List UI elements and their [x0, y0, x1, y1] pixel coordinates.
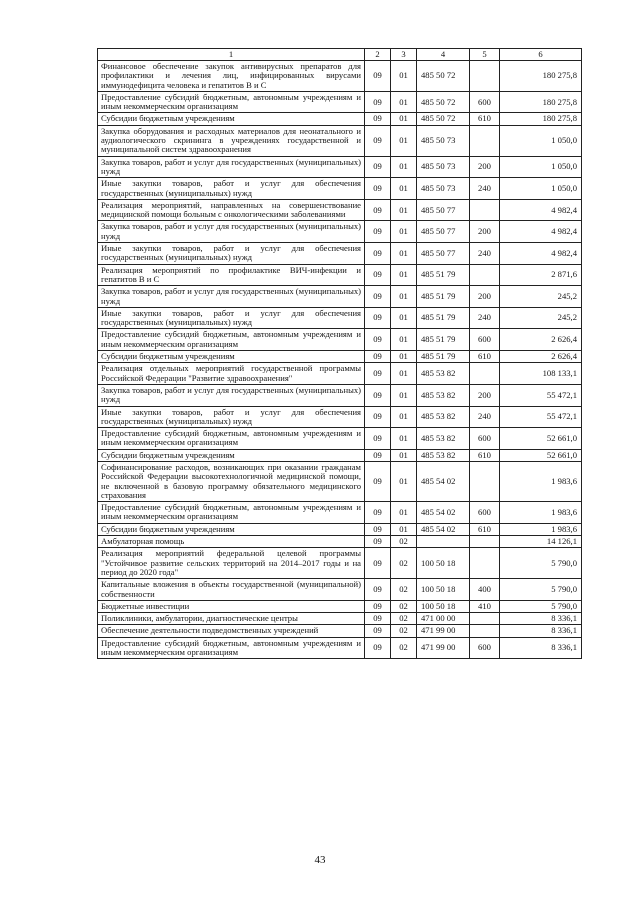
row-expense-type — [470, 536, 500, 548]
row-subsection: 01 — [391, 243, 417, 265]
row-name: Предоставление субсидий бюджетным, автономным учреждениям и иным некоммерческим организациям — [98, 91, 365, 113]
header-col-5: 5 — [470, 49, 500, 61]
row-expense-type: 200 — [470, 286, 500, 308]
row-section: 09 — [365, 625, 391, 637]
row-amount: 245,2 — [500, 286, 582, 308]
row-expense-type: 240 — [470, 307, 500, 329]
row-target-article: 100 50 18 — [417, 548, 470, 579]
row-amount: 1 050,0 — [500, 125, 582, 156]
row-section: 09 — [365, 613, 391, 625]
row-target-article: 485 54 02 — [417, 523, 470, 535]
row-subsection: 02 — [391, 548, 417, 579]
table-row — [98, 329, 582, 351]
row-name: Предоставление субсидий бюджетным, автономным учреждениям и иным некоммерческим организациям — [98, 502, 365, 524]
row-target-article: 485 51 79 — [417, 307, 470, 329]
row-subsection: 01 — [391, 113, 417, 125]
table-row — [98, 461, 582, 501]
row-subsection: 01 — [391, 264, 417, 286]
table-row — [98, 613, 582, 625]
row-expense-type — [470, 264, 500, 286]
row-section: 09 — [365, 199, 391, 221]
row-amount: 5 790,0 — [500, 579, 582, 601]
row-section: 09 — [365, 461, 391, 501]
row-section: 09 — [365, 548, 391, 579]
row-target-article: 485 50 73 — [417, 156, 470, 178]
table-row — [98, 523, 582, 535]
row-name: Предоставление субсидий бюджетным, автономным учреждениям и иным некоммерческим организациям — [98, 329, 365, 351]
row-target-article: 485 51 79 — [417, 329, 470, 351]
page-number: 43 — [314, 854, 326, 866]
row-subsection: 01 — [391, 199, 417, 221]
row-subsection: 01 — [391, 178, 417, 200]
row-section: 09 — [365, 125, 391, 156]
table-row — [98, 156, 582, 178]
row-amount: 4 982,4 — [500, 221, 582, 243]
row-section: 09 — [365, 523, 391, 535]
row-target-article: 485 53 82 — [417, 363, 470, 385]
row-target-article: 100 50 18 — [417, 600, 470, 612]
row-subsection: 02 — [391, 600, 417, 612]
row-expense-type: 410 — [470, 600, 500, 612]
row-section: 09 — [365, 307, 391, 329]
row-amount: 5 790,0 — [500, 548, 582, 579]
row-target-article: 485 51 79 — [417, 264, 470, 286]
row-section: 09 — [365, 406, 391, 428]
row-expense-type: 610 — [470, 449, 500, 461]
row-subsection: 01 — [391, 449, 417, 461]
row-subsection: 02 — [391, 579, 417, 601]
row-amount: 2 871,6 — [500, 264, 582, 286]
row-amount: 2 626,4 — [500, 351, 582, 363]
row-name: Предоставление субсидий бюджетным, автономным учреждениям и иным некоммерческим организациям — [98, 428, 365, 450]
row-expense-type — [470, 548, 500, 579]
row-amount: 1 983,6 — [500, 523, 582, 535]
row-subsection: 01 — [391, 307, 417, 329]
row-expense-type: 610 — [470, 351, 500, 363]
table-row — [98, 579, 582, 601]
row-amount: 8 336,1 — [500, 637, 582, 659]
row-amount: 245,2 — [500, 307, 582, 329]
header-col-2: 2 — [365, 49, 391, 61]
row-name: Предоставление субсидий бюджетным, автономным учреждениям и иным некоммерческим организациям — [98, 637, 365, 659]
table-row — [98, 307, 582, 329]
row-target-article: 100 50 18 — [417, 579, 470, 601]
table-row — [98, 502, 582, 524]
table-row — [98, 548, 582, 579]
row-section: 09 — [365, 178, 391, 200]
table-row — [98, 406, 582, 428]
row-target-article: 471 00 00 — [417, 613, 470, 625]
row-expense-type — [470, 363, 500, 385]
row-section: 09 — [365, 286, 391, 308]
row-target-article: 485 53 82 — [417, 406, 470, 428]
row-amount: 5 790,0 — [500, 600, 582, 612]
row-amount: 4 982,4 — [500, 199, 582, 221]
row-section: 09 — [365, 600, 391, 612]
row-section: 09 — [365, 91, 391, 113]
header-col-1: 1 — [98, 49, 365, 61]
row-amount: 55 472,1 — [500, 384, 582, 406]
row-target-article: 485 54 02 — [417, 502, 470, 524]
table-row — [98, 428, 582, 450]
row-name: Софинансирование расходов, возникающих при оказании гражданам Российской Федерации высокотехнологичной медицинской помощи, не включенной в базовую программу обязательного медицинского страхования — [98, 461, 365, 501]
row-section: 09 — [365, 221, 391, 243]
row-target-article: 485 53 82 — [417, 384, 470, 406]
table-row — [98, 637, 582, 659]
row-section: 09 — [365, 536, 391, 548]
row-target-article: 485 50 77 — [417, 199, 470, 221]
row-subsection: 02 — [391, 637, 417, 659]
row-amount: 1 050,0 — [500, 178, 582, 200]
row-name: Иные закупки товаров, работ и услуг для обеспечения государственных (муниципальных) нужд — [98, 307, 365, 329]
table-row — [98, 536, 582, 548]
row-target-article: 485 51 79 — [417, 286, 470, 308]
row-name: Реализация мероприятий федеральной целевой программы "Устойчивое развитие сельских территорий на 2014–2017 годы и на период до 2020 года" — [98, 548, 365, 579]
row-section: 09 — [365, 243, 391, 265]
row-expense-type — [470, 625, 500, 637]
row-expense-type: 600 — [470, 428, 500, 450]
row-expense-type: 200 — [470, 156, 500, 178]
row-target-article: 485 50 72 — [417, 91, 470, 113]
row-expense-type — [470, 199, 500, 221]
row-amount: 1 050,0 — [500, 156, 582, 178]
row-subsection: 01 — [391, 428, 417, 450]
row-amount: 52 661,0 — [500, 449, 582, 461]
row-target-article: 471 99 00 — [417, 625, 470, 637]
row-name: Реализация мероприятий по профилактике ВИЧ-инфекции и гепатитов В и С — [98, 264, 365, 286]
table-header-row — [98, 49, 582, 61]
row-section: 09 — [365, 61, 391, 92]
table-row — [98, 351, 582, 363]
row-amount: 1 983,6 — [500, 502, 582, 524]
row-expense-type — [470, 61, 500, 92]
row-name: Реализация мероприятий, направленных на совершенствование медицинской помощи больным с онкологическими заболеваниями — [98, 199, 365, 221]
row-subsection: 01 — [391, 384, 417, 406]
row-subsection: 01 — [391, 363, 417, 385]
header-col-3: 3 — [391, 49, 417, 61]
row-name: Закупка оборудования и расходных материалов для неонатального и аудиологического скрининга в учреждениях государственной и муниципальной систем здравоохранения — [98, 125, 365, 156]
row-amount: 55 472,1 — [500, 406, 582, 428]
row-target-article: 485 50 77 — [417, 221, 470, 243]
row-subsection: 01 — [391, 461, 417, 501]
row-expense-type: 200 — [470, 221, 500, 243]
row-expense-type: 600 — [470, 91, 500, 113]
row-amount: 180 275,8 — [500, 61, 582, 92]
row-name: Амбулаторная помощь — [98, 536, 365, 548]
row-expense-type — [470, 461, 500, 501]
row-target-article: 485 50 72 — [417, 113, 470, 125]
row-target-article: 485 50 73 — [417, 178, 470, 200]
row-name: Бюджетные инвестиции — [98, 600, 365, 612]
row-name: Закупка товаров, работ и услуг для государственных (муниципальных) нужд — [98, 221, 365, 243]
row-section: 09 — [365, 264, 391, 286]
row-section: 09 — [365, 637, 391, 659]
row-expense-type: 240 — [470, 243, 500, 265]
row-subsection: 02 — [391, 613, 417, 625]
row-amount: 1 983,6 — [500, 461, 582, 501]
table-row — [98, 221, 582, 243]
budget-table — [97, 48, 582, 659]
row-subsection: 01 — [391, 286, 417, 308]
table-body — [98, 49, 582, 659]
row-expense-type: 600 — [470, 502, 500, 524]
row-expense-type: 200 — [470, 384, 500, 406]
row-target-article: 485 50 73 — [417, 125, 470, 156]
table-row — [98, 625, 582, 637]
row-name: Иные закупки товаров, работ и услуг для обеспечения государственных (муниципальных) нужд — [98, 243, 365, 265]
table-row — [98, 61, 582, 92]
row-expense-type: 600 — [470, 329, 500, 351]
row-name: Субсидии бюджетным учреждениям — [98, 449, 365, 461]
row-subsection: 01 — [391, 502, 417, 524]
row-subsection: 01 — [391, 523, 417, 535]
row-amount: 8 336,1 — [500, 625, 582, 637]
row-expense-type — [470, 613, 500, 625]
row-name: Поликлиники, амбулатории, диагностические центры — [98, 613, 365, 625]
table-row — [98, 264, 582, 286]
row-section: 09 — [365, 579, 391, 601]
row-name: Закупка товаров, работ и услуг для государственных (муниципальных) нужд — [98, 156, 365, 178]
row-name: Закупка товаров, работ и услуг для государственных (муниципальных) нужд — [98, 384, 365, 406]
row-target-article — [417, 536, 470, 548]
row-expense-type: 610 — [470, 523, 500, 535]
row-subsection: 01 — [391, 221, 417, 243]
row-target-article: 471 99 00 — [417, 637, 470, 659]
table-row — [98, 286, 582, 308]
row-amount: 4 982,4 — [500, 243, 582, 265]
row-name: Реализация отдельных мероприятий государственной программы Российской Федерации "Развитие здравоохранения" — [98, 363, 365, 385]
row-target-article: 485 53 82 — [417, 428, 470, 450]
table-row — [98, 178, 582, 200]
row-target-article: 485 50 72 — [417, 61, 470, 92]
row-name: Субсидии бюджетным учреждениям — [98, 351, 365, 363]
row-expense-type: 240 — [470, 406, 500, 428]
table-row — [98, 199, 582, 221]
row-subsection: 02 — [391, 536, 417, 548]
row-subsection: 01 — [391, 406, 417, 428]
row-section: 09 — [365, 351, 391, 363]
row-section: 09 — [365, 329, 391, 351]
table-row — [98, 91, 582, 113]
row-section: 09 — [365, 156, 391, 178]
row-target-article: 485 50 77 — [417, 243, 470, 265]
header-col-4: 4 — [417, 49, 470, 61]
row-subsection: 01 — [391, 91, 417, 113]
row-amount: 180 275,8 — [500, 91, 582, 113]
row-name: Субсидии бюджетным учреждениям — [98, 523, 365, 535]
row-section: 09 — [365, 113, 391, 125]
table-row — [98, 384, 582, 406]
row-name: Закупка товаров, работ и услуг для государственных (муниципальных) нужд — [98, 286, 365, 308]
header-col-6: 6 — [500, 49, 582, 61]
row-section: 09 — [365, 449, 391, 461]
table-row — [98, 449, 582, 461]
row-section: 09 — [365, 502, 391, 524]
row-amount: 2 626,4 — [500, 329, 582, 351]
row-target-article: 485 51 79 — [417, 351, 470, 363]
table-row — [98, 125, 582, 156]
row-amount: 8 336,1 — [500, 613, 582, 625]
table-row — [98, 600, 582, 612]
row-amount: 52 661,0 — [500, 428, 582, 450]
row-section: 09 — [365, 384, 391, 406]
row-target-article: 485 53 82 — [417, 449, 470, 461]
row-name: Иные закупки товаров, работ и услуг для обеспечения государственных (муниципальных) нужд — [98, 406, 365, 428]
row-expense-type: 610 — [470, 113, 500, 125]
row-amount: 14 126,1 — [500, 536, 582, 548]
row-subsection: 01 — [391, 351, 417, 363]
table-row — [98, 243, 582, 265]
row-expense-type: 400 — [470, 579, 500, 601]
row-subsection: 01 — [391, 61, 417, 92]
table-row — [98, 113, 582, 125]
row-name: Обеспечение деятельности подведомственных учреждений — [98, 625, 365, 637]
row-subsection: 01 — [391, 329, 417, 351]
row-section: 09 — [365, 363, 391, 385]
row-section: 09 — [365, 428, 391, 450]
row-expense-type: 240 — [470, 178, 500, 200]
table-row — [98, 363, 582, 385]
row-amount: 180 275,8 — [500, 113, 582, 125]
row-expense-type: 600 — [470, 637, 500, 659]
row-subsection: 02 — [391, 625, 417, 637]
row-expense-type — [470, 125, 500, 156]
row-target-article: 485 54 02 — [417, 461, 470, 501]
row-name: Иные закупки товаров, работ и услуг для обеспечения государственных (муниципальных) нужд — [98, 178, 365, 200]
row-amount: 108 133,1 — [500, 363, 582, 385]
row-name: Капитальные вложения в объекты государственной (муниципальной) собственности — [98, 579, 365, 601]
row-subsection: 01 — [391, 156, 417, 178]
row-name: Субсидии бюджетным учреждениям — [98, 113, 365, 125]
row-name: Финансовое обеспечение закупок антивирусных препаратов для профилактики и лечения лиц, инфицированных вирусами иммунодефицита человека и гепатитов В и С — [98, 61, 365, 92]
row-subsection: 01 — [391, 125, 417, 156]
